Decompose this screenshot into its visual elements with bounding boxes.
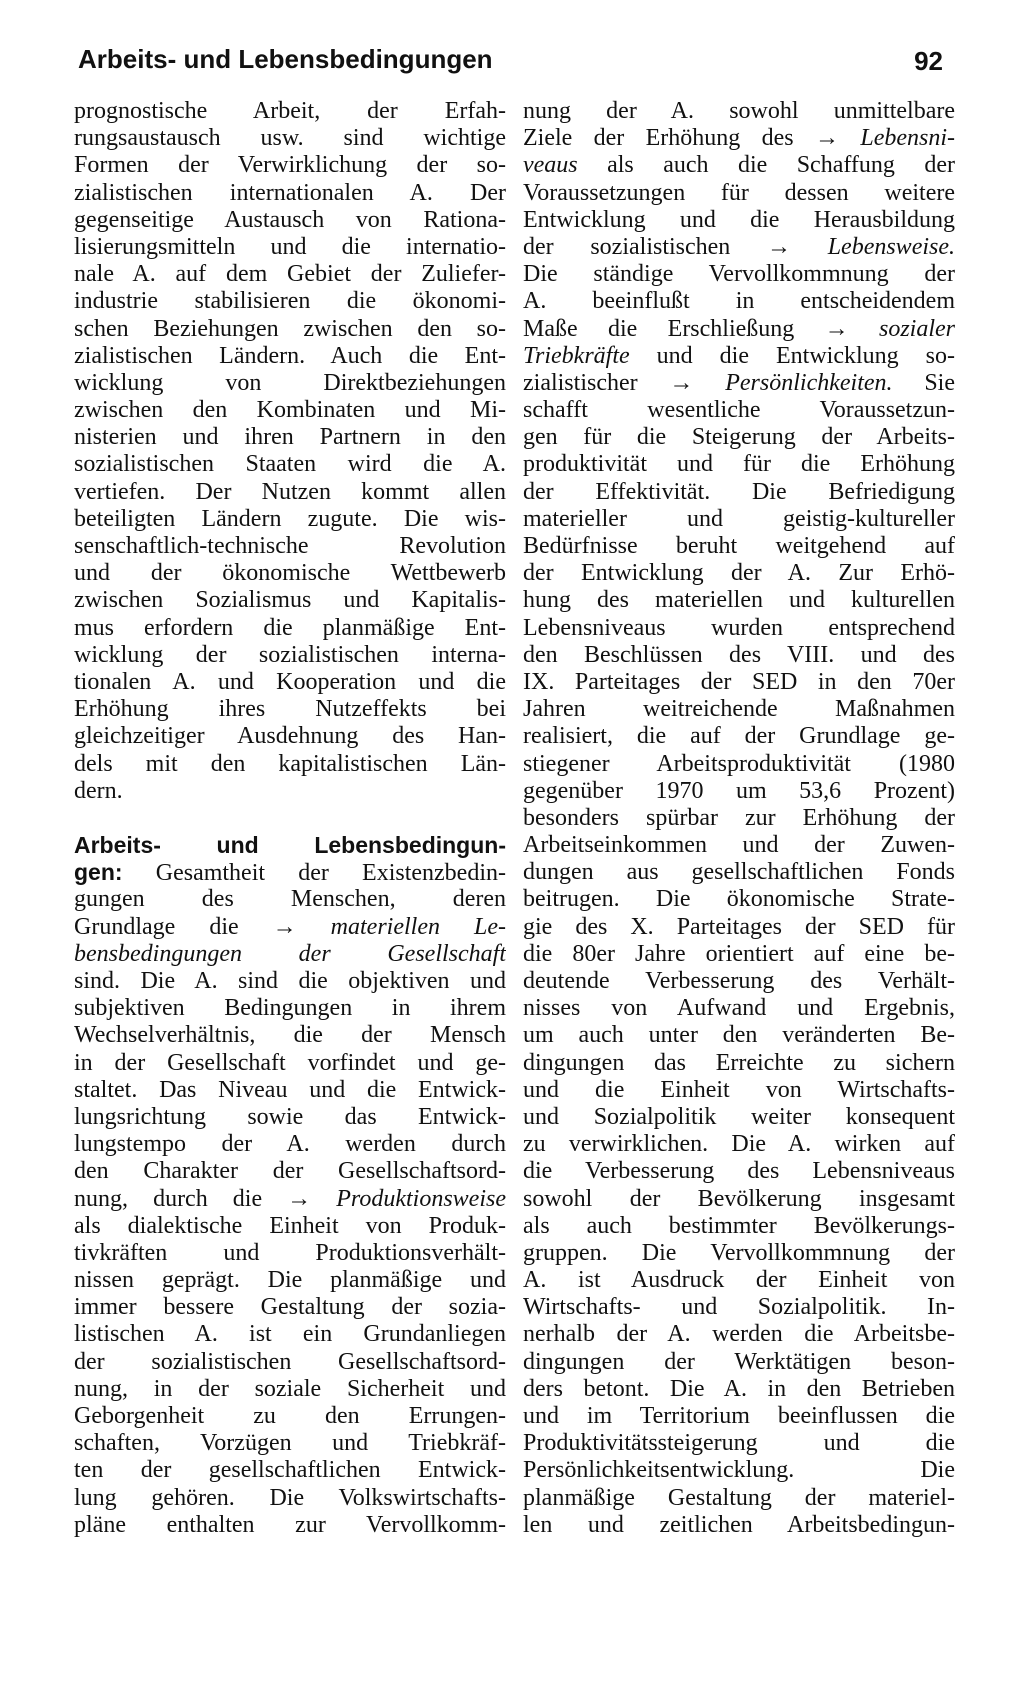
text-line [523, 1240, 955, 1267]
left-text-column [74, 98, 506, 1539]
line-text: gegenüber 1970 um 53,6 Prozent) [523, 777, 955, 804]
line-text: zwischen den Kombinaten und Mi- [74, 397, 506, 424]
text-line [523, 1321, 955, 1348]
text-line [74, 1430, 506, 1457]
line-text: Entwicklung und die Herausbildung [523, 206, 955, 233]
text-line [74, 995, 506, 1022]
text-line [74, 1158, 506, 1185]
line-text: Lebensniveaus wurden entsprechend [523, 614, 955, 641]
line-text: und die Entwicklung so- [629, 342, 955, 369]
line-text: gleichzeitiger Ausdehnung des Han- [74, 723, 506, 750]
line-text: der sozialistischen Gesellschaftsord- [74, 1348, 506, 1375]
line-text: stiegener Arbeitsproduktivität (1980 [523, 750, 955, 777]
line-text: senschaftlich-technische Revolution [74, 533, 506, 559]
text-line [523, 886, 955, 913]
text-line [74, 1512, 506, 1539]
text-line [523, 370, 955, 397]
text-line [523, 1349, 955, 1376]
text-line [74, 316, 506, 343]
line-text: um auch unter den veränderten Be- [523, 1022, 955, 1049]
cross-reference-term: bensbedingungen der Gesellschaft [74, 940, 506, 967]
line-text: der sozialistischen → [523, 233, 791, 260]
text-line [523, 261, 955, 288]
text-line [523, 696, 955, 723]
text-line [74, 1131, 506, 1158]
text-line [523, 343, 955, 370]
line-text: zwischen Sozialismus und Kapitalis- [74, 587, 506, 614]
line-text: gen für die Steigerung der Arbeits- [523, 424, 955, 451]
line-text: den Charakter der Gesellschaftsord- [74, 1158, 506, 1185]
text-line [74, 261, 506, 288]
text-line [523, 1186, 955, 1213]
line-text: immer bessere Gestaltung der sozia- [74, 1294, 506, 1321]
line-text: als auch bestimmter Bevölkerungs- [523, 1212, 955, 1239]
text-line [74, 479, 506, 506]
running-head-title: Arbeits- und Lebensbedingungen [78, 44, 493, 74]
line-text: Persönlichkeitsentwicklung. Die [523, 1457, 955, 1484]
cross-reference-term: Triebkräfte [523, 342, 630, 369]
line-text: industrie stabilisieren die ökonomi- [74, 288, 506, 315]
line-text: sind. Die A. sind die objektiven und [74, 968, 506, 994]
line-text: planmäßige Gestaltung der materiel- [523, 1484, 955, 1511]
line-text: rungsaustausch usw. sind wichtige [74, 125, 506, 152]
line-text: als dialektische Einheit von Produk- [74, 1212, 506, 1239]
line-text: nisses von Aufwand und Ergebnis, [523, 995, 955, 1022]
line-text: IX. Parteitages der SED in den 70er [523, 668, 955, 695]
text-line [523, 1050, 955, 1077]
line-text: der Effektivität. Die Befriedigung [523, 478, 955, 505]
text-line [523, 832, 955, 859]
line-text: beitrugen. Die ökonomische Strate- [523, 886, 955, 913]
text-line [523, 1158, 955, 1185]
text-line [523, 207, 955, 234]
line-text: Wechselverhältnis, die der Mensch [74, 1022, 506, 1049]
text-line [523, 723, 955, 750]
line-text: subjektiven Bedingungen in ihrem [74, 995, 506, 1022]
line-text: schafft wesentliche Voraussetzun- [523, 397, 955, 424]
line-text: dungen aus gesellschaftlichen Fonds [523, 859, 955, 886]
line-text: zialistischen internationalen A. Der [74, 179, 506, 206]
line-text: Produktivitätssteigerung und die [523, 1430, 955, 1457]
text-line [74, 152, 506, 179]
line-text: dels mit den kapitalistischen Län- [74, 750, 506, 777]
line-text: dingungen der Werktätigen beson- [523, 1348, 955, 1375]
entry-heading-line [74, 832, 506, 859]
line-text: vertiefen. Der Nutzen kommt allen [74, 478, 506, 505]
line-text: gungen des Menschen, deren [74, 886, 506, 913]
text-line [523, 805, 955, 832]
cross-reference-term: Lebensni- [839, 125, 955, 152]
line-text: pläne enthalten zur Vervollkomm- [74, 1511, 506, 1538]
text-line [74, 1457, 506, 1484]
text-line [74, 1321, 506, 1348]
text-line [74, 914, 506, 941]
text-line [74, 1240, 506, 1267]
line-text: materieller und geistig-kultureller [523, 505, 955, 532]
line-text: Geborgenheit zu den Errungen- [74, 1403, 506, 1429]
text-line [523, 1512, 955, 1539]
text-line [523, 1131, 955, 1158]
text-line [523, 1267, 955, 1294]
line-text: gruppen. Die Vervollkommnung der [523, 1239, 955, 1266]
line-text: Jahren weitreichende Maßnahmen [523, 696, 955, 723]
text-line [523, 125, 955, 152]
text-line [74, 1267, 506, 1294]
line-text: listischen A. ist ein Grundanliegen [74, 1321, 506, 1348]
line-text: nung, durch die → [74, 1185, 312, 1212]
line-text: Formen der Verwirklichung der so- [74, 152, 506, 179]
line-text: sozialistischen Staaten wird die A. [74, 451, 506, 478]
text-line [523, 560, 955, 587]
line-text: Erhöhung ihres Nutzeffekts bei [74, 696, 506, 723]
line-text: A. beeinflußt in entscheidendem [523, 288, 955, 315]
line-text: als auch die Schaffung der [577, 152, 955, 179]
line-text: schaften, Vorzügen und Triebkräf- [74, 1430, 506, 1457]
text-line [74, 1050, 506, 1077]
text-line [523, 1430, 955, 1457]
line-text: besonders spürbar zur Erhöhung der [523, 804, 955, 831]
text-line [74, 234, 506, 261]
line-text: lungstempo der A. werden durch [74, 1131, 506, 1158]
line-text: der Entwicklung der A. Zur Erhö- [523, 560, 955, 587]
text-line [74, 1104, 506, 1131]
text-line [74, 1376, 506, 1403]
line-text: zu verwirklichen. Die A. wirken auf [523, 1131, 955, 1158]
text-line [74, 642, 506, 669]
line-text: lung gehören. Die Volkswirtschafts- [74, 1484, 506, 1511]
line-text: nale A. auf dem Gebiet der Zuliefer- [74, 261, 506, 288]
text-line [523, 234, 955, 261]
text-line [523, 1376, 955, 1403]
line-text: den Beschlüssen des VIII. und des [523, 641, 955, 668]
line-text: die 80er Jahre orientiert auf eine be- [523, 940, 955, 967]
text-line [74, 1077, 506, 1104]
text-line [74, 506, 506, 533]
text-line [74, 125, 506, 152]
cross-reference-term: Produktionsweise [311, 1185, 506, 1212]
text-line [523, 479, 955, 506]
line-text: A. ist Ausdruck der Einheit von [523, 1267, 955, 1294]
text-line [74, 1213, 506, 1240]
text-line [523, 98, 955, 125]
page-number: 92 [914, 46, 943, 76]
text-line [74, 397, 506, 424]
line-text: und Sozialpolitik weiter konsequent [523, 1103, 955, 1130]
line-text: wicklung der sozialistischen interna- [74, 641, 506, 668]
cross-reference-term: veaus [523, 152, 578, 179]
text-line [74, 751, 506, 778]
line-text: sowohl der Bevölkerung insgesamt [523, 1185, 955, 1212]
text-line [74, 587, 506, 614]
line-text: Sie [892, 369, 955, 396]
text-line [74, 533, 506, 560]
line-text: tionalen A. und Kooperation und die [74, 668, 506, 695]
line-text: lisierungsmitteln und die internatio- [74, 233, 506, 260]
text-line [523, 533, 955, 560]
text-line [74, 288, 506, 315]
line-text: zialistischen Ländern. Auch die Ent- [74, 342, 506, 369]
text-line [523, 968, 955, 995]
line-text: Die ständige Vervollkommnung der [523, 261, 955, 288]
text-line [523, 914, 955, 941]
cross-reference-term: Persönlichkeiten. [693, 369, 893, 396]
text-line [74, 1186, 506, 1213]
line-text: mus erfordern die planmäßige Ent- [74, 614, 506, 641]
text-line [523, 1403, 955, 1430]
line-text: Ziele der Erhöhung des → [523, 125, 839, 152]
text-line [523, 451, 955, 478]
text-line [523, 288, 955, 315]
headword: Arbeits- und Lebensbedingun- [74, 832, 506, 859]
text-line [523, 995, 955, 1022]
line-text: zialistischer → [523, 369, 694, 396]
text-line [523, 1294, 955, 1321]
text-line [74, 424, 506, 451]
text-line [523, 1077, 955, 1104]
text-line [74, 1349, 506, 1376]
line-text: nung, in der soziale Sicherheit und [74, 1375, 506, 1402]
line-text: wicklung von Direktbeziehungen [74, 369, 506, 396]
line-text: nissen geprägt. Die planmäßige und [74, 1267, 506, 1294]
text-line [74, 968, 506, 995]
line-text: und die Einheit von Wirtschafts- [523, 1076, 955, 1103]
text-line [74, 180, 506, 207]
text-line [74, 696, 506, 723]
running-header [78, 44, 943, 84]
line-text: ders betont. Die A. in den Betrieben [523, 1375, 955, 1402]
entry-heading-line [74, 859, 506, 886]
right-text-column [523, 98, 955, 1539]
text-line [523, 941, 955, 968]
line-text: Bedürfnisse beruht weitgehend auf [523, 533, 955, 559]
line-text: produktivität und für die Erhöhung [523, 451, 955, 478]
text-line [74, 1022, 506, 1049]
headword: gen: [74, 859, 123, 886]
line-text: lungsrichtung sowie das Entwick- [74, 1103, 506, 1130]
line-text: beteiligten Ländern zugute. Die wis- [74, 505, 506, 532]
line-text: und der ökonomische Wettbewerb [74, 560, 506, 587]
text-line [523, 506, 955, 533]
text-line [523, 397, 955, 424]
line-text: Grundlage die → [74, 913, 297, 940]
cross-reference-term: Lebensweise. [791, 233, 955, 260]
line-text: len und zeitlichen Arbeitsbedingun- [523, 1511, 955, 1538]
text-line [74, 207, 506, 234]
text-line [74, 723, 506, 750]
line-text: und im Territorium beeinflussen die [523, 1403, 955, 1429]
line-text: Voraussetzungen für dessen weitere [523, 179, 955, 206]
line-text: in der Gesellschaft vorfindet und ge- [74, 1049, 506, 1076]
line-text: Gesamtheit der Existenzbedin- [122, 860, 506, 887]
text-line [523, 180, 955, 207]
text-line [523, 1457, 955, 1484]
line-text: prognostische Arbeit, der Erfah- [74, 98, 506, 124]
text-line [523, 424, 955, 451]
text-line [74, 669, 506, 696]
text-line [74, 1485, 506, 1512]
line-text: ten der gesellschaftlichen Entwick- [74, 1457, 506, 1484]
text-line [523, 1485, 955, 1512]
line-text: staltet. Das Niveau und die Entwick- [74, 1076, 506, 1103]
line-text: Arbeitseinkommen und der Zuwen- [523, 832, 955, 859]
text-line [74, 778, 506, 805]
text-line [523, 778, 955, 805]
line-text: dern. [74, 777, 123, 804]
line-text: realisiert, die auf der Grundlage ge- [523, 723, 955, 750]
text-line [74, 615, 506, 642]
line-text: Maße die Erschließung → [523, 315, 849, 342]
text-line [74, 805, 506, 832]
text-line [74, 1294, 506, 1321]
line-text: hung des materiellen und kulturellen [523, 587, 955, 614]
text-line [74, 1403, 506, 1430]
text-line [74, 560, 506, 587]
text-line [523, 642, 955, 669]
text-line [523, 859, 955, 886]
line-text: die Verbesserung des Lebensniveaus [523, 1158, 955, 1185]
text-line [74, 370, 506, 397]
line-text: deutende Verbesserung des Verhält- [523, 968, 955, 994]
text-line [523, 587, 955, 614]
text-line [74, 886, 506, 913]
text-line [74, 343, 506, 370]
line-text: schen Beziehungen zwischen den so- [74, 315, 506, 342]
text-line [523, 669, 955, 696]
line-text: dingungen das Erreichte zu sichern [523, 1049, 955, 1076]
text-line [74, 451, 506, 478]
line-text: nisterien und ihren Partnern in den [74, 424, 506, 451]
line-text: nung der A. sowohl unmittelbare [523, 98, 955, 124]
text-line [523, 152, 955, 179]
cross-reference-term: materiellen Le- [296, 913, 506, 940]
text-line [523, 316, 955, 343]
text-line [74, 941, 506, 968]
text-line [523, 1022, 955, 1049]
line-text: gie des X. Parteitages der SED für [523, 913, 955, 940]
text-line [523, 1213, 955, 1240]
cross-reference-term: sozialer [848, 315, 955, 342]
text-line [523, 615, 955, 642]
line-text: nerhalb der A. werden die Arbeitsbe- [523, 1321, 955, 1348]
line-text: Wirtschafts- und Sozialpolitik. In- [523, 1294, 955, 1321]
line-text: tivkräften und Produktionsverhält- [74, 1239, 506, 1266]
line-text: gegenseitige Austausch von Rationa- [74, 206, 506, 233]
text-line [523, 751, 955, 778]
text-line [523, 1104, 955, 1131]
text-line [74, 98, 506, 125]
